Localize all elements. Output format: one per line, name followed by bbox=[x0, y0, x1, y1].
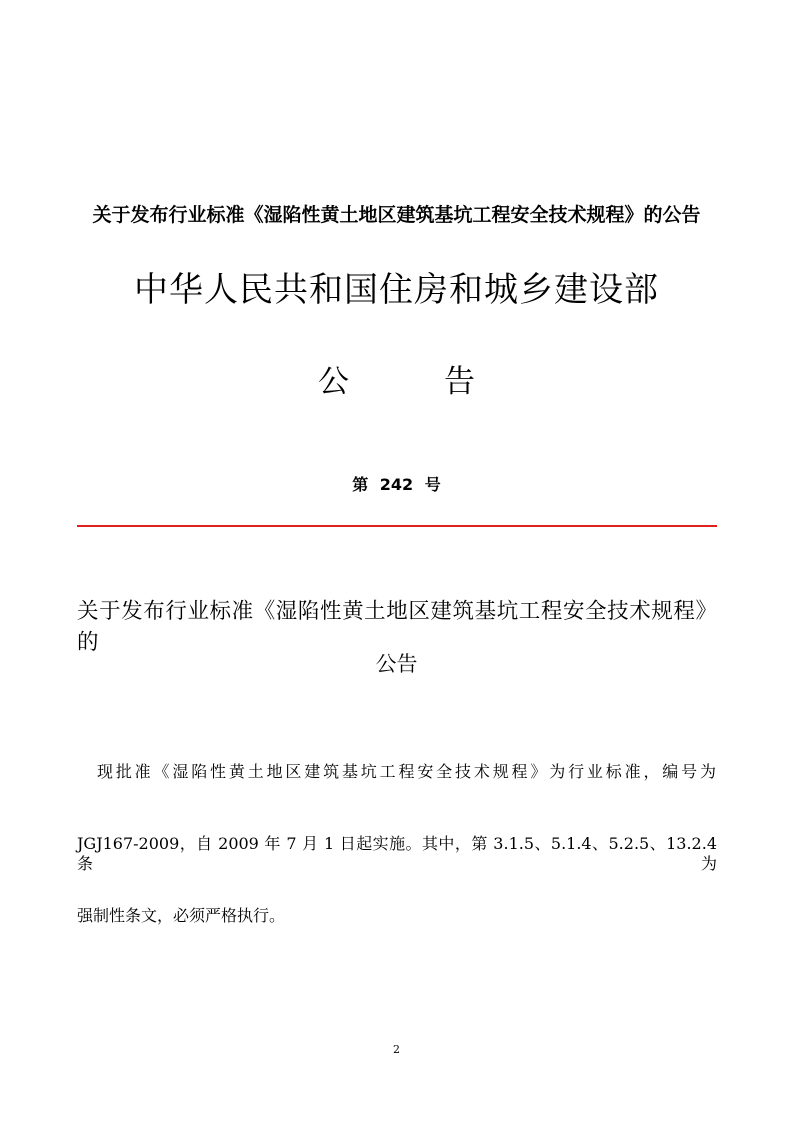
body-line: 强制性条文，必须严格执行。 bbox=[77, 906, 286, 925]
announcement-number: 第 242 号 bbox=[352, 475, 441, 494]
body-line: 现批准《湿陷性黄土地区建筑基坑工程安全技术规程》为行业标准，编号为 bbox=[97, 762, 717, 781]
document-type bbox=[0, 356, 793, 401]
document-type-char: 公 bbox=[318, 364, 349, 400]
document-type-char: 告 bbox=[444, 364, 475, 400]
page-number: 2 bbox=[393, 1043, 400, 1056]
header-title: 关于发布行业标准《湿陷性黄土地区建筑基坑工程安全技术规程》的公告 bbox=[92, 204, 701, 226]
heading-line-2: 公告 bbox=[375, 652, 418, 676]
heading-line-1: 关于发布行业标准《湿陷性黄土地区建筑基坑工程安全技术规程》的 bbox=[77, 599, 717, 655]
body-line: JGJ167-2009，自 2009 年 7 月 1 日起实施。其中，第 3.1.5、5.1.4、5.2.5、13.2.4 条为 bbox=[77, 834, 717, 873]
issuer-name: 中华人民共和国住房和城乡建设部 bbox=[134, 270, 659, 310]
red-divider bbox=[77, 525, 717, 527]
